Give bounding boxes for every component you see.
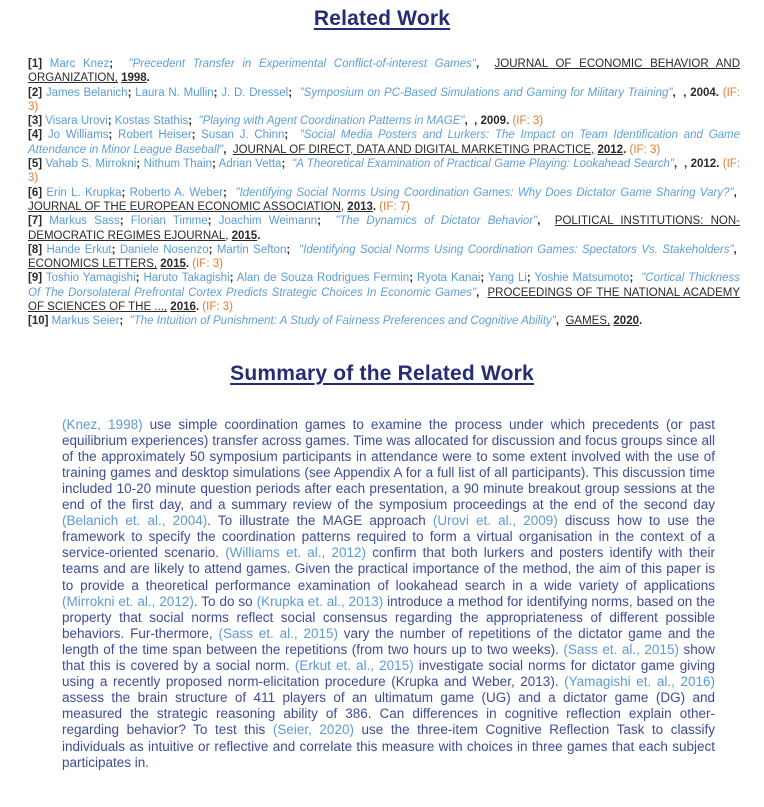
separator: ; <box>127 86 132 99</box>
reference-item <box>28 214 740 243</box>
separator: ; <box>119 215 124 228</box>
summary-text: use the three-item Cognitive Reflection Task to classify individuals as intuitive or reflective and correlate this measure with choices in three games that each subject participates in. <box>62 722 715 770</box>
author-link[interactable]: Nithum Thain <box>143 158 212 171</box>
summary-text: discuss how to use the framework to specify the coordination patterns required to form a virtual organisation in the context of a service-oriented scenario. <box>62 513 715 561</box>
separator: ; <box>229 272 234 285</box>
citation-link[interactable]: (Yamagishi et. al., 2016) <box>564 674 715 690</box>
summary-text: introduce a method for identifying norms, based on the property that social norms reflect social consensus regarding the appropriateness of different possible behaviors. Fur-thermore, <box>62 593 716 641</box>
author-link[interactable]: Ryota Kanai <box>417 272 481 285</box>
citation-link[interactable]: (Mirrokni et. al., 2012) <box>62 593 194 609</box>
reference-item <box>28 186 740 215</box>
author-link[interactable]: J. D. Dressel <box>221 86 289 99</box>
separator: ; <box>212 158 216 171</box>
paper-title-link[interactable]: "A Theoretical Examination of Practical Game Playing: Lookahead Search" <box>292 158 675 171</box>
separator: , <box>223 143 227 156</box>
journal-name: GAMES, <box>565 315 611 328</box>
ref-number: [9] <box>28 272 43 285</box>
author-link[interactable]: Roberto A. Weber <box>129 186 224 199</box>
separator: ; <box>121 186 126 199</box>
year-value: 2015 <box>231 229 258 242</box>
ref-number: [10] <box>28 315 49 328</box>
paper-title-link[interactable]: "The Dynamics of Dictator Behavior" <box>335 215 538 228</box>
author-link[interactable]: Yang Li <box>488 272 527 285</box>
separator: ; <box>119 315 124 328</box>
journal-name: JOURNAL OF DIRECT, DATA AND DIGITAL MARKETING PRACTICE, <box>232 143 595 156</box>
author-link[interactable]: Florian Timme <box>130 215 208 228</box>
paper-title-link[interactable]: "Precedent Transfer in Experimental Conflict-of-interest Games" <box>128 58 476 70</box>
citation-link[interactable]: (Seier, 2020) <box>272 722 354 738</box>
separator: ; <box>286 243 291 256</box>
journal-name: ECONOMICS LETTERS, <box>28 258 158 271</box>
separator: , <box>555 315 560 328</box>
year: 2015. <box>160 258 190 271</box>
author-link[interactable]: Visara Urovi <box>45 115 108 128</box>
summary-text: . To illustrate the MAGE approach <box>207 513 433 529</box>
journal-name: JOURNAL OF ECONOMIC BEHAVIOR AND ORGANIZATION, <box>28 58 741 85</box>
impact-factor: (IF: 7) <box>379 200 410 213</box>
author-link[interactable]: Robert Heiser <box>118 129 192 142</box>
paper-title-link[interactable]: "Identifying Social Norms Using Coordination Games: Spectators Vs. Stakeholders" <box>299 243 734 256</box>
ref-number: [4] <box>28 129 43 142</box>
journal-name: POLITICAL INSTITUTIONS: NON-DEMOCRATIC REGIMES EJOURNAL, <box>28 215 741 242</box>
summary-text: assess the brain structure of 411 players of an ultimatum game (UG) and a dictator game (DG) and measured the strategic reasoning ability of 386. Can differences in cognitive reflection explain other-regarding behavior? To test this <box>62 690 715 738</box>
ref-number: [5] <box>28 158 43 171</box>
citation-link[interactable]: (Belanich et. al., 2004) <box>62 513 208 529</box>
journal-name: JOURNAL OF THE EUROPEAN ECONOMIC ASSOCIATION, <box>28 200 345 213</box>
separator: , <box>474 115 478 128</box>
author-link[interactable]: Alan de Souza Rodrigues Fermin <box>236 272 410 285</box>
citation-link[interactable]: (Williams et. al., 2012) <box>225 545 367 561</box>
author-link[interactable]: Yoshie Matsumoto <box>534 272 630 285</box>
separator: ; <box>109 58 114 70</box>
citation-link[interactable]: (Sass et. al., 2015) <box>563 641 679 657</box>
separator: , <box>537 215 541 228</box>
separator: ; <box>629 272 634 285</box>
separator: ; <box>135 272 140 285</box>
separator: ; <box>526 272 531 285</box>
author-link[interactable]: Markus Seier <box>51 315 120 328</box>
year: 1998. <box>121 72 150 85</box>
author-link[interactable]: Daniele Nosenzo <box>119 243 209 256</box>
author-link[interactable]: Martin Sefton <box>216 243 287 256</box>
year-value: 2016 <box>170 301 196 314</box>
author-link[interactable]: Marc Knez <box>49 58 110 70</box>
separator: ; <box>281 158 286 171</box>
separator: ; <box>288 86 293 99</box>
separator: , <box>475 58 480 70</box>
paper-title-link[interactable]: "The Intuition of Punishment: A Study of Fairness Preferences and Cognitive Ability" <box>129 315 556 328</box>
separator: ; <box>213 86 218 99</box>
reference-item <box>28 243 740 272</box>
year-value: 2013 <box>347 200 373 213</box>
author-link[interactable]: Joachim Weimann <box>218 215 318 228</box>
separator: ; <box>317 215 321 228</box>
ref-number: [7] <box>28 215 43 228</box>
year-value: 2015 <box>160 258 186 271</box>
impact-factor: (IF: 3) <box>28 86 740 113</box>
journal-name: PROCEEDINGS OF THE NATIONAL ACADEMY OF SCIENCES OF THE ..., <box>28 286 740 314</box>
year-value: 2020 <box>613 315 639 328</box>
separator: ; <box>136 158 141 171</box>
separator: ; <box>188 115 193 128</box>
author-link[interactable]: Vahab S. Mirrokni <box>45 158 137 171</box>
separator: , <box>733 186 737 199</box>
author-link[interactable]: Jo Williams <box>47 129 109 142</box>
impact-factor: (IF: 3) <box>202 301 233 314</box>
impact-factor: (IF: 3) <box>28 158 741 185</box>
ref-number: [6] <box>28 186 43 199</box>
separator: , <box>683 86 687 99</box>
separator: , <box>672 86 676 99</box>
impact-factor: (IF: 3) <box>192 258 223 271</box>
summary-text: . To do so <box>193 593 257 609</box>
citation-link[interactable]: (Krupka et. al., 2013) <box>256 593 384 609</box>
separator: ; <box>207 215 212 228</box>
author-link[interactable]: Hande Erkut <box>46 243 112 256</box>
separator: ; <box>409 272 414 285</box>
author-link[interactable]: Laura N. Mullin <box>135 86 214 99</box>
separator: ; <box>107 115 112 128</box>
author-link[interactable]: Toshio Yamagishi <box>45 272 136 285</box>
separator: ; <box>223 186 227 199</box>
ref-number: [1] <box>28 58 43 70</box>
ref-number: [2] <box>28 86 43 99</box>
author-link[interactable]: Markus Sass <box>49 215 120 228</box>
ref-number: [8] <box>28 243 43 256</box>
summary-heading: Summary of the Related Work <box>230 361 534 385</box>
separator: ; <box>480 272 485 285</box>
reference-item <box>28 114 740 128</box>
year: 2004. <box>690 86 719 99</box>
citation-link[interactable]: (Knez, 1998) <box>62 416 143 432</box>
separator: , <box>476 286 480 299</box>
impact-factor: (IF: 3) <box>629 143 661 156</box>
separator: ; <box>284 129 289 142</box>
separator: ; <box>208 243 213 256</box>
year-value: 1998 <box>121 72 147 85</box>
separator: , <box>733 243 737 256</box>
document-page <box>0 7 764 771</box>
impact-factor: (IF: 3) <box>512 115 544 128</box>
citation-link[interactable]: (Urovi et. al., 2009) <box>432 513 558 529</box>
reference-item <box>28 271 740 314</box>
paper-title-link[interactable]: "Identifying Social Norms Using Coordination Games: Why Does Dictator Game Sharing Vary?" <box>235 186 734 199</box>
references-list <box>28 57 740 329</box>
reference-item <box>28 128 740 157</box>
paper-title-link[interactable]: "Symposium on PC-Based Simulations and Gaming for Military Training" <box>299 86 673 99</box>
reference-item <box>28 57 740 86</box>
author-link[interactable]: James Belanich <box>45 86 128 99</box>
summary-text: investigate social norms for dictator game giving using a recently proposed norm-elicitation procedure (Krupka and Weber, 2013). <box>62 658 715 690</box>
year: 2016. <box>170 301 200 314</box>
separator: , <box>674 158 678 171</box>
citation-link[interactable]: (Sass et. al., 2015) <box>218 625 338 641</box>
separator: ; <box>111 243 116 256</box>
separator: ; <box>191 129 196 142</box>
year: 2015. <box>231 229 261 242</box>
year: 2020. <box>613 315 643 328</box>
paper-title-link[interactable]: "Social Media Posters and Lurkers: The Impact on Team Identification and Game Attendance in Minor League Baseball" <box>28 129 741 156</box>
paper-title-link[interactable]: "Cortical Thickness Of The Dorsolateral Prefrontal Cortex Predicts Strategic Choices In Economic Games" <box>28 272 740 299</box>
author-link[interactable]: Susan J. Chinn <box>201 129 285 142</box>
separator: ; <box>108 129 113 142</box>
separator: , <box>684 158 688 171</box>
summary-text: show that this is covered by a social norm. <box>62 641 715 674</box>
author-link[interactable]: Adrian Vetta <box>218 158 282 171</box>
year: 2013. <box>347 200 377 213</box>
reference-item <box>28 157 740 186</box>
summary-text: confirm that both lurkers and posters identify with their teams and are likely to attend games. Given the practical importance of the method, the aim of this paper is to provide a theoretical performance examination of lookahead search in a wide variety of applications <box>62 545 716 593</box>
ref-number: [3] <box>28 115 43 128</box>
year: 2012. <box>690 158 720 171</box>
year: 2012. <box>597 143 627 156</box>
reference-item <box>28 86 740 115</box>
paper-title-link[interactable]: "Playing with Agent Coordination Patterns in MAGE" <box>198 115 465 128</box>
separator: , <box>464 115 468 128</box>
author-link[interactable]: Kostas Stathis <box>114 115 189 128</box>
citation-link[interactable]: (Erkut et. al., 2015) <box>294 658 414 674</box>
year-value: 2012 <box>597 143 624 156</box>
summary-paragraph <box>62 417 715 771</box>
summary-text: use simple coordination games to examine the process under which precedents (or past equilibrium experiences) transfer across games. Time was allocated for discussion and focus groups since all of the approximately 50 symposium participants in attendance were to some extent involved with the use of training games and desktop simulations (see Appendix A for a full list of all participants). This discussion time included 10-20 minute question periods after each presentation, a 90 minute breakout group sessions at the end of the first day, and a summary review of the symposium proceedings at the end of the second day <box>62 416 715 513</box>
author-link[interactable]: Haruto Takagishi <box>143 272 230 285</box>
reference-item <box>28 314 740 328</box>
summary-text: vary the number of repetitions of the dictator game and the length of the time span between the repetitions (from two hours up to two weeks). <box>62 625 715 657</box>
author-link[interactable]: Erin L. Krupka <box>46 186 122 199</box>
year: 2009. <box>480 115 510 128</box>
related-work-heading: Related Work <box>313 7 451 30</box>
